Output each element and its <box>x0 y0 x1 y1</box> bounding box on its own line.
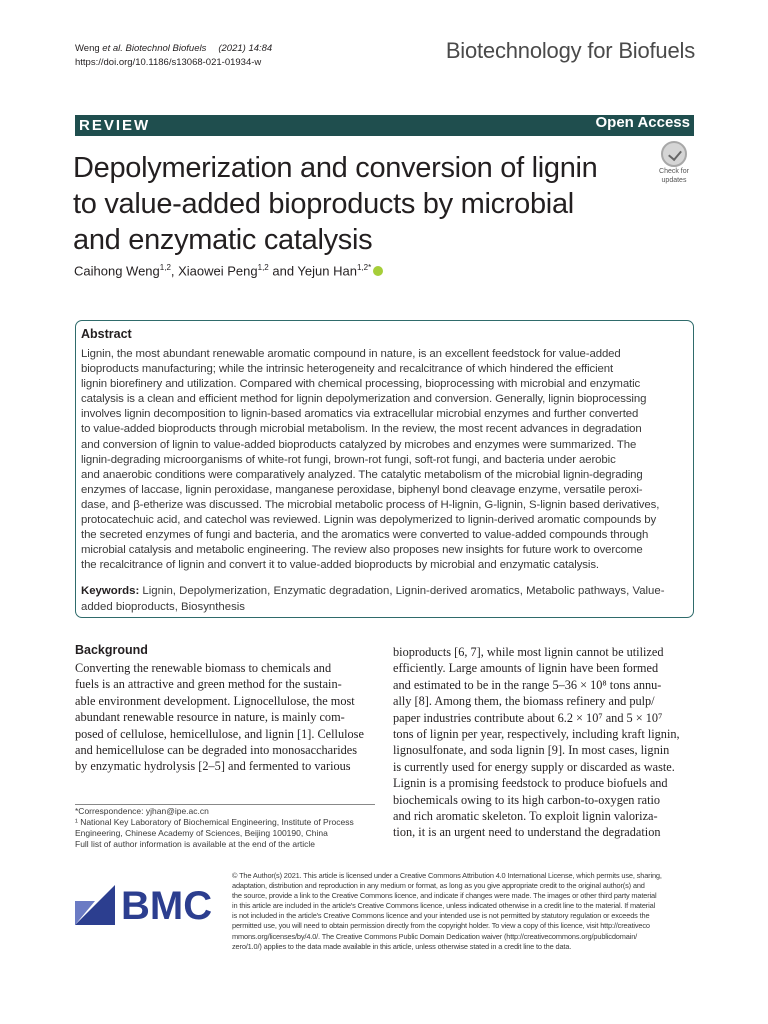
keywords <box>81 584 687 615</box>
license-line: adaptation, distribution and reproduction in any medium or format, as long as you give appropriate credit to the original author(s) and <box>232 881 645 891</box>
title-line-2: to value-added bioproducts by microbial <box>73 188 574 220</box>
license-text <box>232 871 694 952</box>
footnote-divider <box>75 804 375 805</box>
citation-header <box>75 42 272 70</box>
body-line: lignosulfonate, and soda lignin [9]. In most cases, lignin <box>393 743 670 758</box>
abstract-line: enzymes of laccase, lignin peroxidase, manganese peroxidase, biphenyl bond cleavage enzyme, versatile peroxi- <box>81 483 643 496</box>
license-line: zero/1.0/) applies to the data made available in this article, unless otherwise stated in a credit line to the data. <box>232 941 572 951</box>
body-line: Converting the renewable biomass to chemicals and <box>75 661 332 675</box>
body-line: able environment development. Lignocellulose, the most <box>75 693 355 708</box>
body-line: paper industries contribute about 6.2 × 10⁷ and 5 × 10⁷ <box>393 710 663 725</box>
license-line: permitted use, you will need to obtain permission directly from the copyright holder. To view a copy of this licence, visit http://creativeco <box>232 921 650 931</box>
body-line: and estimated to be in the range 5–36 × 10⁸ tons annu- <box>393 677 662 692</box>
abstract-line: Lignin, the most abundant renewable aromatic compound in nature, is an excellent feedstock for value-added <box>81 348 621 360</box>
abstract-line: and conversion of lignin to value-added bioproducts catalyzed by microbes and enzymes were summarized. The <box>81 438 637 451</box>
abstract-line: to value-added bioproducts through microbial metabolism. In the review, the most recent advances in degradation <box>81 423 642 436</box>
body-line: tons of lignin per year, respectively, including kraft lignin, <box>393 727 680 742</box>
title-line-3: and enzymatic catalysis <box>73 224 373 256</box>
orcid-icon[interactable] <box>373 266 383 276</box>
keywords-line: Keywords: Lignin, Depolymerization, Enzymatic degradation, Lignin-derived aromatics, Metabolic pathways, Value- <box>81 585 665 597</box>
check-updates-label-2: updates <box>661 176 687 184</box>
author-name[interactable]: and Yejun Han <box>268 263 357 279</box>
abstract-line: the secreted enzymes of fungi and bacteria, and the aromatics were converted to value-added compounds through <box>81 529 649 542</box>
license-line: © The Author(s) 2021. This article is licensed under a Creative Commons Attribution 4.0 International License, which permits use, sharing, <box>232 871 662 880</box>
abstract-line: and anaerobic conditions were comparatively analyzed. The catalytic metabolism of the microbial lignin-degrading <box>81 468 643 481</box>
abstract-line: microbial catalysis and metabolic engineering. The review also proposes new insights for future work to overcome <box>81 544 643 557</box>
body-line: is currently used for energy supply or discarded as waste. <box>393 759 675 774</box>
abstract-heading: Abstract <box>81 327 132 341</box>
footnotes <box>75 806 375 850</box>
journal-name: Biotechnology for Biofuels <box>445 38 695 63</box>
article-title <box>73 150 653 258</box>
body-column-left <box>75 660 375 775</box>
body-line: by enzymatic hydrolysis [2–5] and fermented to various <box>75 759 351 774</box>
body-column-right <box>393 644 694 841</box>
author-list <box>74 263 383 278</box>
abstract-line: dase, and β-etherize was discussed. The microbial metabolic process of H-lignin, G-lignin, S-lignin based derivatives, <box>81 498 660 511</box>
author-name[interactable]: Caihong Weng <box>74 263 160 279</box>
check-updates-label-1: Check for <box>659 168 689 175</box>
abstract-line: lignin biorefinery and utilization. Compared with chemical processing, bioprocessing with microbial and enzymatic <box>81 378 641 391</box>
footnote-line: ¹ National Key Laboratory of Biochemical Engineering, Institute of Process <box>75 817 354 827</box>
footnote-line: Engineering, Chinese Academy of Sciences, Beijing 100190, China <box>75 828 328 838</box>
author-name[interactable]: , Xiaowei Peng <box>170 263 258 279</box>
abstract-line: catalysis is a clean and efficient method for lignin depolymerization and conversion. Generally, lignin bioprocessing <box>81 393 647 406</box>
check-updates-icon <box>661 141 687 167</box>
abstract-text <box>81 347 687 573</box>
abstract-line: protocatechuic acid, and catechol was reviewed. Lignin was depolymerized to lignin-derived aromatic compounds by <box>81 514 657 527</box>
abstract-line: the recalcitrance of lignin and convert it to value-added bioproducts by microbial and enzymatic catalysis. <box>81 559 599 572</box>
author-affiliation: 1,2 <box>257 263 269 272</box>
bmc-logo <box>75 873 215 929</box>
section-heading-background: Background <box>75 643 148 657</box>
article-type-band <box>75 115 694 136</box>
citation-line: Weng et al. Biotechnol Biofuels (2021) 14:84 <box>75 43 273 54</box>
body-line: bioproducts [6, 7], while most lignin cannot be utilized <box>393 645 664 659</box>
body-line: biochemicals owing to its high carbon-to-oxygen ratio <box>393 792 661 807</box>
body-line: fuels is an attractive and green method for the sustain- <box>75 677 342 692</box>
abstract-line: involves lignin decomposition to lignin-based aromatics via extracellular microbial enzymes and further converted <box>81 408 639 421</box>
article-type-label: REVIEW <box>79 117 151 134</box>
keywords-label: Keywords: <box>81 585 140 597</box>
open-access-label: Open Access <box>595 114 690 131</box>
license-line: mmons.org/licenses/by/4.0/. The Creative Commons Public Domain Dedication waiver (http://creativecommons.org/publicdomain/ <box>232 931 638 941</box>
abstract-line: lignin-degrading microorganisms of white-rot fungi, brown-rot fungi, soft-rot fungi, and bacteria under aerobic <box>81 453 616 466</box>
check-for-updates-button[interactable] <box>651 141 697 184</box>
body-line: tion, it is an urgent need to understand the degradation <box>393 825 661 840</box>
body-line: ally [8]. Among them, the biomass refinery and pulp/ <box>393 694 655 709</box>
keywords-line: added bioproducts, Biosynthesis <box>81 600 246 613</box>
license-line: is not included in the article's Creative Commons licence and your intended use is not permitted by statutory regulation or exceeds the <box>232 911 650 921</box>
body-line: Lignin is a promising feedstock to produce biofuels and <box>393 776 668 791</box>
body-line: and rich aromatic skeleton. To exploit lignin valoriza- <box>393 809 658 824</box>
license-line: in this article are included in the article's Creative Commons licence, unless indicated otherwise in a credit line to the material. If material <box>232 901 656 911</box>
author-affiliation: 1,2* <box>356 263 372 272</box>
title-line-1: Depolymerization and conversion of lignin <box>73 152 598 184</box>
body-line: efficiently. Large amounts of lignin have been formed <box>393 661 659 676</box>
body-line: posed of cellulose, hemicellulose, and lignin [1]. Cellulose <box>75 726 364 741</box>
body-line: and hemicellulose can be degraded into monosaccharides <box>75 743 358 758</box>
doi-link[interactable]: https://doi.org/10.1186/s13068-021-01934-w <box>75 57 262 68</box>
body-line: abundant renewable resource in nature, is mainly com- <box>75 710 345 725</box>
abstract-line: bioproducts manufacturing; while the intrinsic heterogeneity and recalcitrance of which hindered the efficient <box>81 363 614 376</box>
author-affiliation: 1,2 <box>159 263 171 272</box>
bmc-logo-text: BMC <box>121 884 213 928</box>
footnote-line: Full list of author information is available at the end of the article <box>75 839 316 849</box>
license-line: the source, provide a link to the Creative Commons licence, and indicate if changes were made. The images or other third party material <box>232 891 657 901</box>
correspondence-email[interactable]: *Correspondence: yjhan@ipe.ac.cn <box>75 806 209 816</box>
